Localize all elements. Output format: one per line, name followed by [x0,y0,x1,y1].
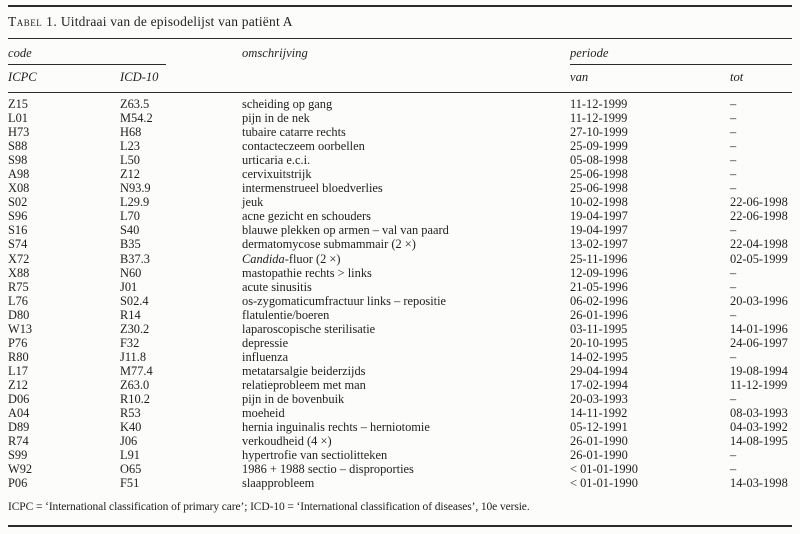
cell-icd10: Z63.0 [120,377,150,392]
table-row [8,252,792,266]
cell-tot: – [730,111,737,126]
cell-icd10: R53 [120,406,141,421]
cell-omschrijving: intermenstrueel bloedverlies [242,181,383,196]
cell-van: 27-10-1999 [570,125,628,140]
cell-tot: – [730,97,737,111]
cell-van: 21-05-1996 [570,279,628,294]
cell-icd10: N60 [120,265,142,280]
table-row [8,139,792,153]
column-header-omschrijving: omschrijving [242,46,308,60]
cell-van: 12-09-1996 [570,265,628,280]
cell-icd10: F51 [120,476,140,491]
column-header-van: van [570,70,589,84]
cell-icd10: M77.4 [120,363,153,378]
cell-omschrijving: laparoscopische sterilisatie [242,321,376,336]
cell-omschrijving: metatarsalgie beiderzijds [242,363,366,378]
cell-tot: 24-06-1997 [730,335,788,350]
cell-icd10: B37.3 [120,251,150,266]
cell-icd10: N93.9 [120,181,151,196]
table-row [8,266,792,280]
cell-icpc: S96 [8,209,28,224]
header-subcolumn-row [8,65,792,92]
cell-van: 20-03-1993 [570,391,628,406]
cell-icpc: P06 [8,476,28,491]
cell-tot: 20-03-1996 [730,293,788,308]
table-row [8,336,792,350]
cell-omschrijving: cervixuitstrijk [242,167,312,182]
cell-icpc: R74 [8,434,29,449]
cell-icpc: S74 [8,237,28,252]
cell-tot: 04-03-1992 [730,420,788,435]
table-row [8,462,792,476]
cell-van: 17-02-1994 [570,377,628,392]
cell-van: 14-11-1992 [570,406,628,421]
cell-omschrijving: tubaire catarre rechts [242,125,346,140]
cell-tot: – [730,462,737,477]
cell-omschrijving: urticaria e.c.i. [242,153,311,168]
cell-omschrijving: influenza [242,349,289,364]
table-title-text: Uitdraai van de episodelijst van patiënt A [60,14,293,29]
cell-tot: 02-05-1999 [730,251,788,266]
cell-van: 13-02-1997 [570,237,628,252]
cell-omschrijving: Candida-fluor (2 ×) [242,251,341,266]
cell-van: 25-09-1999 [570,139,628,154]
cell-tot: – [730,448,737,463]
table-row [8,209,792,223]
cell-icpc: R75 [8,279,29,294]
table-row [8,167,792,181]
cell-icd10: L91 [120,448,140,463]
header-group-row [8,39,792,61]
column-group-periode: periode [570,46,609,60]
cell-omschrijving: dermatomycose submammair (2 ×) [242,237,416,252]
cell-icpc: S02 [8,195,28,210]
cell-omschrijving: pijn in de bovenbuik [242,391,345,406]
cell-tot: – [730,153,737,168]
column-group-code: code [8,46,32,60]
cell-omschrijving: 1986 + 1988 sectio – disproporties [242,462,414,477]
table-row [8,125,792,139]
cell-tot: 08-03-1993 [730,406,788,421]
table-row [8,237,792,251]
cell-icpc: X08 [8,181,30,196]
table-row [8,406,792,420]
cell-icd10: L23 [120,139,140,154]
cell-icd10: R14 [120,307,141,322]
table-row [8,153,792,167]
cell-icpc: L01 [8,111,28,126]
cell-icd10: J11.8 [120,349,147,364]
cell-van: 19-04-1997 [570,209,628,224]
cell-icd10: J06 [120,434,138,449]
cell-van: 26-01-1990 [570,448,628,463]
bottom-rule [8,525,792,527]
cell-icpc: X88 [8,265,30,280]
column-header-icpc: ICPC [8,70,37,84]
cell-tot: – [730,139,737,154]
cell-icd10: Z12 [120,167,140,182]
cell-omschrijving: contacteczeem oorbellen [242,139,365,154]
table-row [8,392,792,406]
table-row [8,434,792,448]
cell-tot: – [730,125,737,140]
cell-van: 29-04-1994 [570,363,628,378]
table-row [8,420,792,434]
cell-van: 14-02-1995 [570,349,628,364]
cell-tot: 22-04-1998 [730,237,788,252]
cell-van: 03-11-1995 [570,321,628,336]
cell-van: < 01-01-1990 [570,462,638,477]
table-row [8,350,792,364]
cell-omschrijving: slaapprobleem [242,476,315,491]
table-footnote: ICPC = ‘International classification of primary care’; ICD-10 = ‘International classification of diseases’, 10e versie. [8,501,530,514]
cell-van: 11-12-1999 [570,97,628,111]
cell-icpc: S99 [8,448,28,463]
cell-tot: – [730,279,737,294]
cell-icd10: R10.2 [120,391,150,406]
table-row [8,195,792,209]
cell-van: 19-04-1997 [570,223,628,238]
cell-icpc: S98 [8,153,28,168]
cell-icd10: L29.9 [120,195,150,210]
cell-icpc: A98 [8,167,30,182]
cell-icpc: D06 [8,391,30,406]
cell-icd10: S40 [120,223,140,238]
cell-icpc: L76 [8,293,28,308]
cell-tot: – [730,167,737,182]
cell-icpc: Z15 [8,97,28,111]
cell-icpc: S16 [8,223,28,238]
table-row [8,308,792,322]
cell-icpc: X72 [8,251,30,266]
cell-icd10: H68 [120,125,142,140]
cell-tot: 14-01-1996 [730,321,788,336]
cell-tot: – [730,265,737,280]
table-row [8,223,792,237]
cell-omschrijving: os-zygomaticumfractuur links – repositie [242,293,447,308]
table-number-label: Tabel 1. [8,14,58,29]
cell-tot: – [730,391,737,406]
cell-van: < 01-01-1990 [570,476,638,491]
cell-icd10: B35 [120,237,141,252]
cell-omschrijving: flatulentie/boeren [242,307,330,322]
cell-tot: 14-03-1998 [730,476,788,491]
cell-tot: 19-08-1994 [730,363,788,378]
column-header-tot: tot [730,70,744,84]
cell-tot: 14-08-1995 [730,434,788,449]
cell-omschrijving: scheiding op gang [242,97,333,111]
cell-icpc: A04 [8,406,30,421]
cell-omschrijving: mastopathie rechts > links [242,265,372,280]
code-group-underline [8,61,166,65]
cell-tot: – [730,181,737,196]
cell-icpc: W92 [8,462,33,477]
cell-tot: 11-12-1999 [730,377,788,392]
cell-icd10: L70 [120,209,140,224]
cell-icd10: L50 [120,153,140,168]
cell-icd10: J01 [120,279,138,294]
cell-van: 25-06-1998 [570,181,628,196]
cell-icpc: Z12 [8,377,28,392]
cell-icpc: W13 [8,321,33,336]
cell-omschrijving: verkoudheid (4 ×) [242,434,332,449]
cell-van: 11-12-1999 [570,111,628,126]
cell-icd10: O65 [120,462,142,477]
table-row [8,97,792,111]
cell-van: 06-02-1996 [570,293,628,308]
cell-omschrijving: acne gezicht en schouders [242,209,372,224]
table-row [8,111,792,125]
cell-omschrijving: hypertrofie van sectiolitteken [242,448,388,463]
cell-icpc: S88 [8,139,28,154]
header-group-underlines [8,61,792,65]
cell-van: 26-01-1990 [570,434,628,449]
cell-van: 25-11-1996 [570,251,628,266]
cell-omschrijving: acute sinusitis [242,279,312,294]
cell-icpc: L17 [8,363,28,378]
table-row [8,378,792,392]
table-row [8,322,792,336]
table-header [8,39,792,92]
cell-van: 25-06-1998 [570,167,628,182]
cell-van: 05-12-1991 [570,420,628,435]
table-row [8,448,792,462]
table-row [8,294,792,308]
table-title [8,7,792,38]
cell-icd10: S02.4 [120,293,149,308]
cell-icd10: F32 [120,335,140,350]
cell-omschrijving: moeheid [242,406,285,421]
table-row [8,364,792,378]
cell-omschrijving: depressie [242,335,289,350]
cell-omschrijving: pijn in de nek [242,111,310,126]
table-row [8,280,792,294]
cell-van: 26-01-1996 [570,307,628,322]
cell-van: 10-02-1998 [570,195,628,210]
cell-icpc: R80 [8,349,29,364]
cell-tot: 22-06-1998 [730,195,788,210]
cell-omschrijving: blauwe plekken op armen – val van paard [242,223,449,238]
cell-omschrijving: hernia inguinalis rechts – herniotomie [242,420,430,435]
table-body [8,93,792,490]
table-row [8,181,792,195]
cell-icpc: H73 [8,125,30,140]
cell-icd10: K40 [120,420,142,435]
cell-tot: – [730,307,737,322]
cell-tot: 22-06-1998 [730,209,788,224]
cell-icd10: M54.2 [120,111,153,126]
cell-tot: – [730,223,737,238]
cell-tot: – [730,349,737,364]
cell-omschrijving: relatieprobleem met man [242,377,366,392]
cell-icpc: P76 [8,335,28,350]
cell-icd10: Z30.2 [120,321,150,336]
cell-van: 20-10-1995 [570,335,628,350]
table-row [8,476,792,490]
periode-group-underline [570,61,792,65]
cell-icpc: D80 [8,307,30,322]
cell-icpc: D89 [8,420,30,435]
cell-omschrijving: jeuk [242,195,264,210]
column-header-icd10: ICD-10 [120,70,159,84]
cell-icd10: Z63.5 [120,97,150,111]
cell-van: 05-08-1998 [570,153,628,168]
